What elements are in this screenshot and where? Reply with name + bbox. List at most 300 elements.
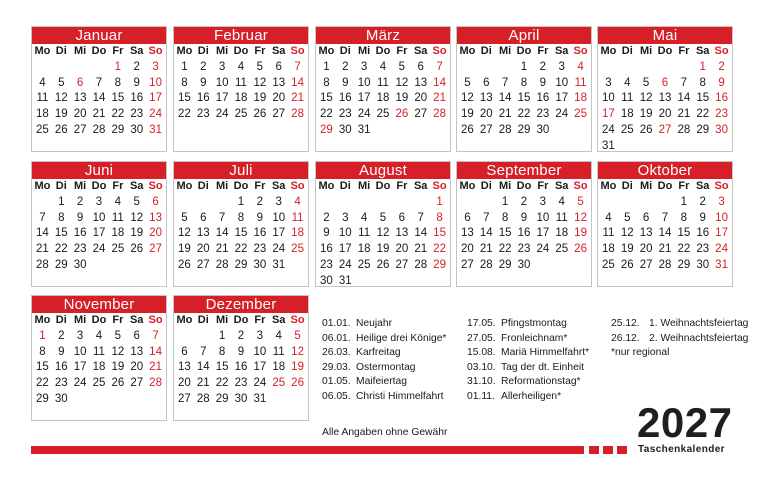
weekday-header: Mi — [74, 314, 87, 326]
day: 31 — [253, 392, 267, 405]
day: 5 — [464, 76, 471, 89]
day: 26 — [639, 123, 653, 136]
day: 10 — [92, 211, 106, 224]
day: 29 — [696, 123, 710, 136]
day: 7 — [95, 76, 103, 89]
day: 7 — [680, 76, 688, 89]
weekday-header: So — [573, 180, 588, 192]
day: 15 — [320, 92, 333, 105]
weekday-header: Fr — [678, 45, 690, 57]
weekday-header: Do — [657, 45, 673, 57]
weekday-header: Sa — [129, 180, 144, 192]
weekday-header: Sa — [129, 45, 144, 57]
empty-day — [477, 195, 496, 211]
day: 27 — [73, 123, 87, 136]
day: 18 — [111, 227, 125, 240]
day: 5 — [379, 211, 387, 224]
day: 15 — [178, 92, 191, 105]
holiday-day: 11 — [291, 211, 304, 224]
day: 27 — [130, 377, 144, 390]
day: 2 — [237, 329, 245, 342]
weekday-header: Sa — [271, 314, 286, 326]
day: 17 — [357, 92, 371, 105]
day: 3 — [218, 60, 226, 73]
day: 18 — [602, 243, 615, 256]
day: 22 — [111, 108, 125, 121]
empty-day — [411, 195, 430, 211]
day: 10 — [215, 76, 229, 89]
weekday-header: Di — [480, 180, 492, 192]
empty-day — [477, 60, 496, 76]
holiday-day: 24 — [715, 243, 728, 256]
month-title: Juli — [174, 162, 308, 179]
day: 15 — [54, 227, 68, 240]
day: 4 — [39, 76, 46, 89]
month-8 — [315, 161, 451, 287]
day: 31 — [338, 274, 352, 287]
day: 24 — [602, 123, 615, 136]
weekday-header: So — [290, 314, 305, 326]
weekday-header: Fr — [396, 45, 408, 57]
day: 1 — [237, 195, 245, 208]
holiday-day: 15 — [433, 227, 446, 240]
month-11 — [31, 295, 167, 421]
day: 14 — [658, 227, 672, 240]
day: 21 — [414, 243, 428, 256]
day: 9 — [342, 76, 349, 89]
empty-day — [175, 195, 194, 211]
month-grid — [174, 179, 308, 274]
holiday-day: 14 — [149, 345, 162, 358]
day: 25 — [92, 377, 106, 390]
day: 24 — [73, 377, 87, 390]
day: 29 — [517, 123, 531, 136]
day: 12 — [395, 76, 409, 89]
holiday-day: 29 — [433, 258, 446, 271]
day: 23 — [338, 108, 352, 121]
weekday-header: Di — [480, 45, 492, 57]
holiday-entry: 01.11. Allerheiligen* — [467, 390, 562, 402]
weekday-header: Sa — [695, 45, 710, 57]
day: 15 — [215, 361, 229, 374]
empty-day — [496, 60, 515, 76]
day: 15 — [111, 92, 125, 105]
day: 26 — [376, 258, 390, 271]
footer-bar — [31, 446, 584, 454]
month-grid — [32, 313, 166, 408]
weekday-header: Do — [233, 180, 249, 192]
day: 6 — [133, 329, 140, 342]
day: 19 — [54, 108, 68, 121]
day: 11 — [358, 227, 371, 240]
day: 28 — [658, 258, 672, 271]
holiday-list-column-1 — [322, 317, 446, 405]
day: 9 — [133, 76, 140, 89]
day: 19 — [253, 92, 267, 105]
day: 25 — [376, 108, 390, 121]
holiday-entry: 26.12. 2. Weihnachtsfeiertag — [611, 332, 749, 344]
day: 7 — [661, 211, 669, 224]
day: 11 — [377, 76, 389, 89]
day: 23 — [517, 243, 531, 256]
holiday-day: 4 — [577, 60, 584, 73]
weekday-header: Mi — [640, 45, 653, 57]
holiday-entry: 27.05. Fronleichnam* — [467, 332, 568, 344]
weekday-header: So — [432, 180, 447, 192]
day: 2 — [539, 60, 547, 73]
holiday-entry: 06.01. Heilige drei Könige* — [322, 332, 447, 344]
month-title: April — [457, 27, 591, 44]
day: 28 — [677, 123, 691, 136]
day: 16 — [234, 361, 248, 374]
weekday-header: Do — [91, 180, 107, 192]
weekday-header: Do — [91, 45, 107, 57]
day: 4 — [275, 329, 282, 342]
month-7 — [173, 161, 309, 287]
empty-day — [33, 60, 52, 76]
day: 12 — [130, 211, 144, 224]
day: 16 — [536, 92, 550, 105]
day: 30 — [54, 392, 68, 405]
month-12 — [173, 295, 309, 421]
day: 9 — [699, 211, 706, 224]
day: 16 — [696, 227, 710, 240]
day: 14 — [498, 92, 512, 105]
day: 24 — [555, 108, 569, 121]
holiday-day: 19 — [291, 361, 304, 374]
weekday-header: Di — [197, 314, 209, 326]
day: 26 — [620, 258, 634, 271]
day: 4 — [558, 195, 565, 208]
day: 3 — [275, 195, 282, 208]
day: 21 — [677, 108, 691, 121]
day: 22 — [234, 243, 248, 256]
month-10 — [597, 161, 733, 287]
day: 17 — [555, 92, 569, 105]
holiday-entry: 06.05. Christi Himmelfahrt — [322, 390, 444, 402]
day: 31 — [602, 139, 615, 152]
day: 13 — [395, 227, 409, 240]
day: 3 — [558, 60, 565, 73]
day: 24 — [536, 243, 550, 256]
weekday-header: Mo — [459, 180, 476, 192]
holiday-day: 28 — [291, 108, 304, 121]
day: 19 — [111, 361, 125, 374]
footer-square — [589, 446, 599, 454]
day: 2 — [133, 60, 140, 73]
weekday-header: Di — [621, 45, 633, 57]
weekday-header: Mi — [74, 45, 87, 57]
day: 11 — [272, 345, 285, 358]
day: 9 — [237, 345, 245, 358]
weekday-header: Fr — [112, 314, 124, 326]
day: 2 — [699, 195, 706, 208]
holiday-day: 12 — [291, 345, 304, 358]
day: 13 — [414, 76, 428, 89]
weekday-header: Mi — [499, 45, 512, 57]
holiday-entry: 01.05. Maifeiertag — [322, 376, 407, 388]
month-grid — [598, 179, 732, 274]
footer-square — [617, 446, 627, 454]
day: 7 — [483, 211, 490, 224]
day: 1 — [323, 60, 330, 73]
month-3 — [315, 26, 451, 152]
weekday-header: Sa — [129, 314, 144, 326]
day: 20 — [414, 92, 428, 105]
holiday-day: 20 — [149, 227, 162, 240]
empty-day — [374, 195, 393, 211]
month-grid — [457, 179, 591, 274]
day: 30 — [320, 274, 333, 287]
month-grid — [32, 179, 166, 274]
day: 6 — [181, 345, 188, 358]
day: 16 — [54, 361, 68, 374]
day: 8 — [520, 76, 528, 89]
day: 23 — [234, 377, 248, 390]
holiday-entry: 25.12. 1. Weihnachtsfeiertag — [611, 318, 749, 329]
holiday-day: 22 — [433, 243, 446, 256]
day: 28 — [479, 258, 493, 271]
day: 17 — [73, 361, 87, 374]
day: 19 — [639, 108, 653, 121]
holiday-day: 30 — [715, 123, 728, 136]
holiday-entry: 31.10. Reformationstag* — [467, 376, 581, 388]
day: 18 — [357, 243, 371, 256]
day: 17 — [272, 227, 286, 240]
holiday-day: 18 — [291, 227, 304, 240]
day: 5 — [642, 76, 650, 89]
month-title: September — [457, 162, 591, 179]
weekday-header: So — [714, 45, 729, 57]
day: 23 — [73, 243, 87, 256]
month-grid — [316, 179, 450, 290]
empty-day — [599, 60, 618, 76]
day: 17 — [215, 92, 229, 105]
day: 25 — [357, 258, 371, 271]
day: 1 — [520, 60, 528, 73]
day: 29 — [111, 123, 125, 136]
day: 13 — [658, 92, 672, 105]
holiday-day: 10 — [715, 211, 728, 224]
day: 30 — [253, 258, 267, 271]
day: 7 — [501, 76, 509, 89]
month-title: März — [316, 27, 450, 44]
day: 24 — [92, 243, 106, 256]
month-2 — [173, 26, 309, 152]
day: 15 — [498, 227, 512, 240]
day: 18 — [555, 227, 569, 240]
day: 1 — [501, 195, 509, 208]
day: 3 — [76, 329, 84, 342]
month-title: August — [316, 162, 450, 179]
weekday-header: Fr — [254, 45, 266, 57]
day: 16 — [338, 92, 352, 105]
day: 30 — [338, 123, 352, 136]
holiday-day: 27 — [658, 123, 672, 136]
day: 9 — [256, 211, 264, 224]
holiday-day: 24 — [149, 108, 162, 121]
day: 16 — [517, 227, 531, 240]
day: 2 — [323, 211, 330, 224]
day: 13 — [130, 345, 144, 358]
day: 6 — [464, 211, 471, 224]
day: 7 — [39, 211, 46, 224]
day: 23 — [253, 243, 267, 256]
empty-day — [637, 60, 656, 76]
holiday-day: 5 — [577, 195, 584, 208]
weekday-header: Sa — [413, 45, 428, 57]
month-6 — [31, 161, 167, 287]
weekday-header: So — [290, 45, 305, 57]
day: 23 — [696, 243, 710, 256]
day: 19 — [178, 243, 191, 256]
day: 3 — [605, 76, 612, 89]
day: 13 — [479, 92, 493, 105]
day: 14 — [479, 227, 493, 240]
day: 19 — [376, 243, 390, 256]
empty-day — [637, 195, 656, 211]
month-grid — [457, 44, 591, 139]
day: 7 — [200, 345, 207, 358]
day: 10 — [272, 211, 286, 224]
day: 12 — [620, 227, 634, 240]
weekday-header: So — [148, 45, 163, 57]
month-grid — [316, 44, 450, 139]
day: 5 — [256, 60, 264, 73]
day: 3 — [256, 329, 264, 342]
holiday-day: 26 — [574, 243, 587, 256]
weekday-header: Mo — [34, 45, 51, 57]
month-grid — [32, 44, 166, 139]
holiday-day: 6 — [661, 76, 669, 89]
weekday-header: Mo — [600, 180, 617, 192]
weekday-header: Di — [55, 45, 67, 57]
day: 8 — [680, 211, 688, 224]
day: 20 — [272, 92, 286, 105]
day: 10 — [536, 211, 550, 224]
day: 29 — [215, 392, 229, 405]
weekday-header: Di — [55, 180, 67, 192]
month-grid — [174, 313, 308, 408]
day: 22 — [215, 377, 229, 390]
holiday-day: 1 — [436, 195, 443, 208]
holiday-day: 19 — [574, 227, 587, 240]
day: 2 — [520, 195, 528, 208]
holiday-day: 1 — [114, 60, 122, 73]
day: 12 — [178, 227, 191, 240]
day: 30 — [696, 258, 710, 271]
weekday-header: Di — [621, 180, 633, 192]
day: 18 — [92, 361, 106, 374]
day: 24 — [357, 108, 371, 121]
day: 2 — [342, 60, 349, 73]
day: 13 — [178, 361, 191, 374]
day: 5 — [398, 60, 406, 73]
empty-day — [656, 60, 675, 76]
weekday-header: Fr — [396, 180, 408, 192]
day: 19 — [395, 92, 409, 105]
holiday-day: 6 — [152, 195, 159, 208]
day: 21 — [658, 243, 672, 256]
day: 29 — [677, 258, 691, 271]
day: 25 — [602, 258, 615, 271]
day: 28 — [498, 123, 512, 136]
weekday-header: Mo — [176, 45, 193, 57]
holiday-footnote: *nur regional — [611, 347, 670, 359]
holiday-day: 1 — [39, 329, 46, 342]
day: 18 — [234, 92, 248, 105]
day: 22 — [517, 108, 531, 121]
day: 12 — [461, 92, 474, 105]
weekday-header: So — [573, 45, 588, 57]
day: 4 — [237, 60, 245, 73]
day: 27 — [414, 108, 428, 121]
weekday-header: Do — [233, 45, 249, 57]
calendar-subtitle: Taschenkalender — [638, 444, 725, 455]
holiday-day: 14 — [291, 76, 304, 89]
holiday-entry: 03.10. Tag der dt. Einheit — [467, 361, 584, 373]
holiday-day: 21 — [291, 92, 304, 105]
weekday-header: Mi — [499, 180, 512, 192]
empty-day — [392, 195, 411, 211]
weekday-header: Fr — [112, 45, 124, 57]
day: 30 — [234, 392, 248, 405]
empty-day — [52, 60, 71, 76]
day: 1 — [58, 195, 65, 208]
day: 10 — [73, 345, 87, 358]
day: 10 — [338, 227, 352, 240]
day: 8 — [323, 76, 330, 89]
day: 4 — [624, 76, 631, 89]
day: 11 — [555, 211, 568, 224]
empty-day — [458, 60, 477, 76]
holiday-day: 8 — [436, 211, 443, 224]
holiday-day: 28 — [149, 377, 162, 390]
footer-square — [603, 446, 613, 454]
weekday-header: Sa — [413, 180, 428, 192]
day: 30 — [536, 123, 550, 136]
weekday-header: Di — [55, 314, 67, 326]
holiday-day: 21 — [149, 361, 162, 374]
day: 18 — [36, 108, 49, 121]
day: 5 — [58, 76, 65, 89]
day: 25 — [111, 243, 125, 256]
month-title: Mai — [598, 27, 732, 44]
empty-day — [355, 195, 374, 211]
day: 22 — [178, 108, 191, 121]
weekday-header: So — [148, 314, 163, 326]
weekday-header: Mi — [74, 180, 87, 192]
day: 20 — [639, 243, 653, 256]
day: 28 — [414, 258, 428, 271]
day: 27 — [479, 123, 493, 136]
day: 3 — [539, 195, 547, 208]
empty-day — [213, 195, 232, 211]
day: 21 — [498, 108, 512, 121]
day: 22 — [677, 243, 691, 256]
disclaimer: Alle Angaben ohne Gewähr — [322, 427, 448, 438]
month-title: Februar — [174, 27, 308, 44]
weekday-header: Sa — [271, 45, 286, 57]
day: 6 — [642, 211, 650, 224]
day: 19 — [461, 108, 474, 121]
empty-day — [71, 60, 90, 76]
day: 4 — [360, 211, 368, 224]
day: 8 — [39, 345, 46, 358]
weekday-header: Fr — [537, 45, 549, 57]
day: 25 — [234, 108, 248, 121]
day: 12 — [376, 227, 390, 240]
